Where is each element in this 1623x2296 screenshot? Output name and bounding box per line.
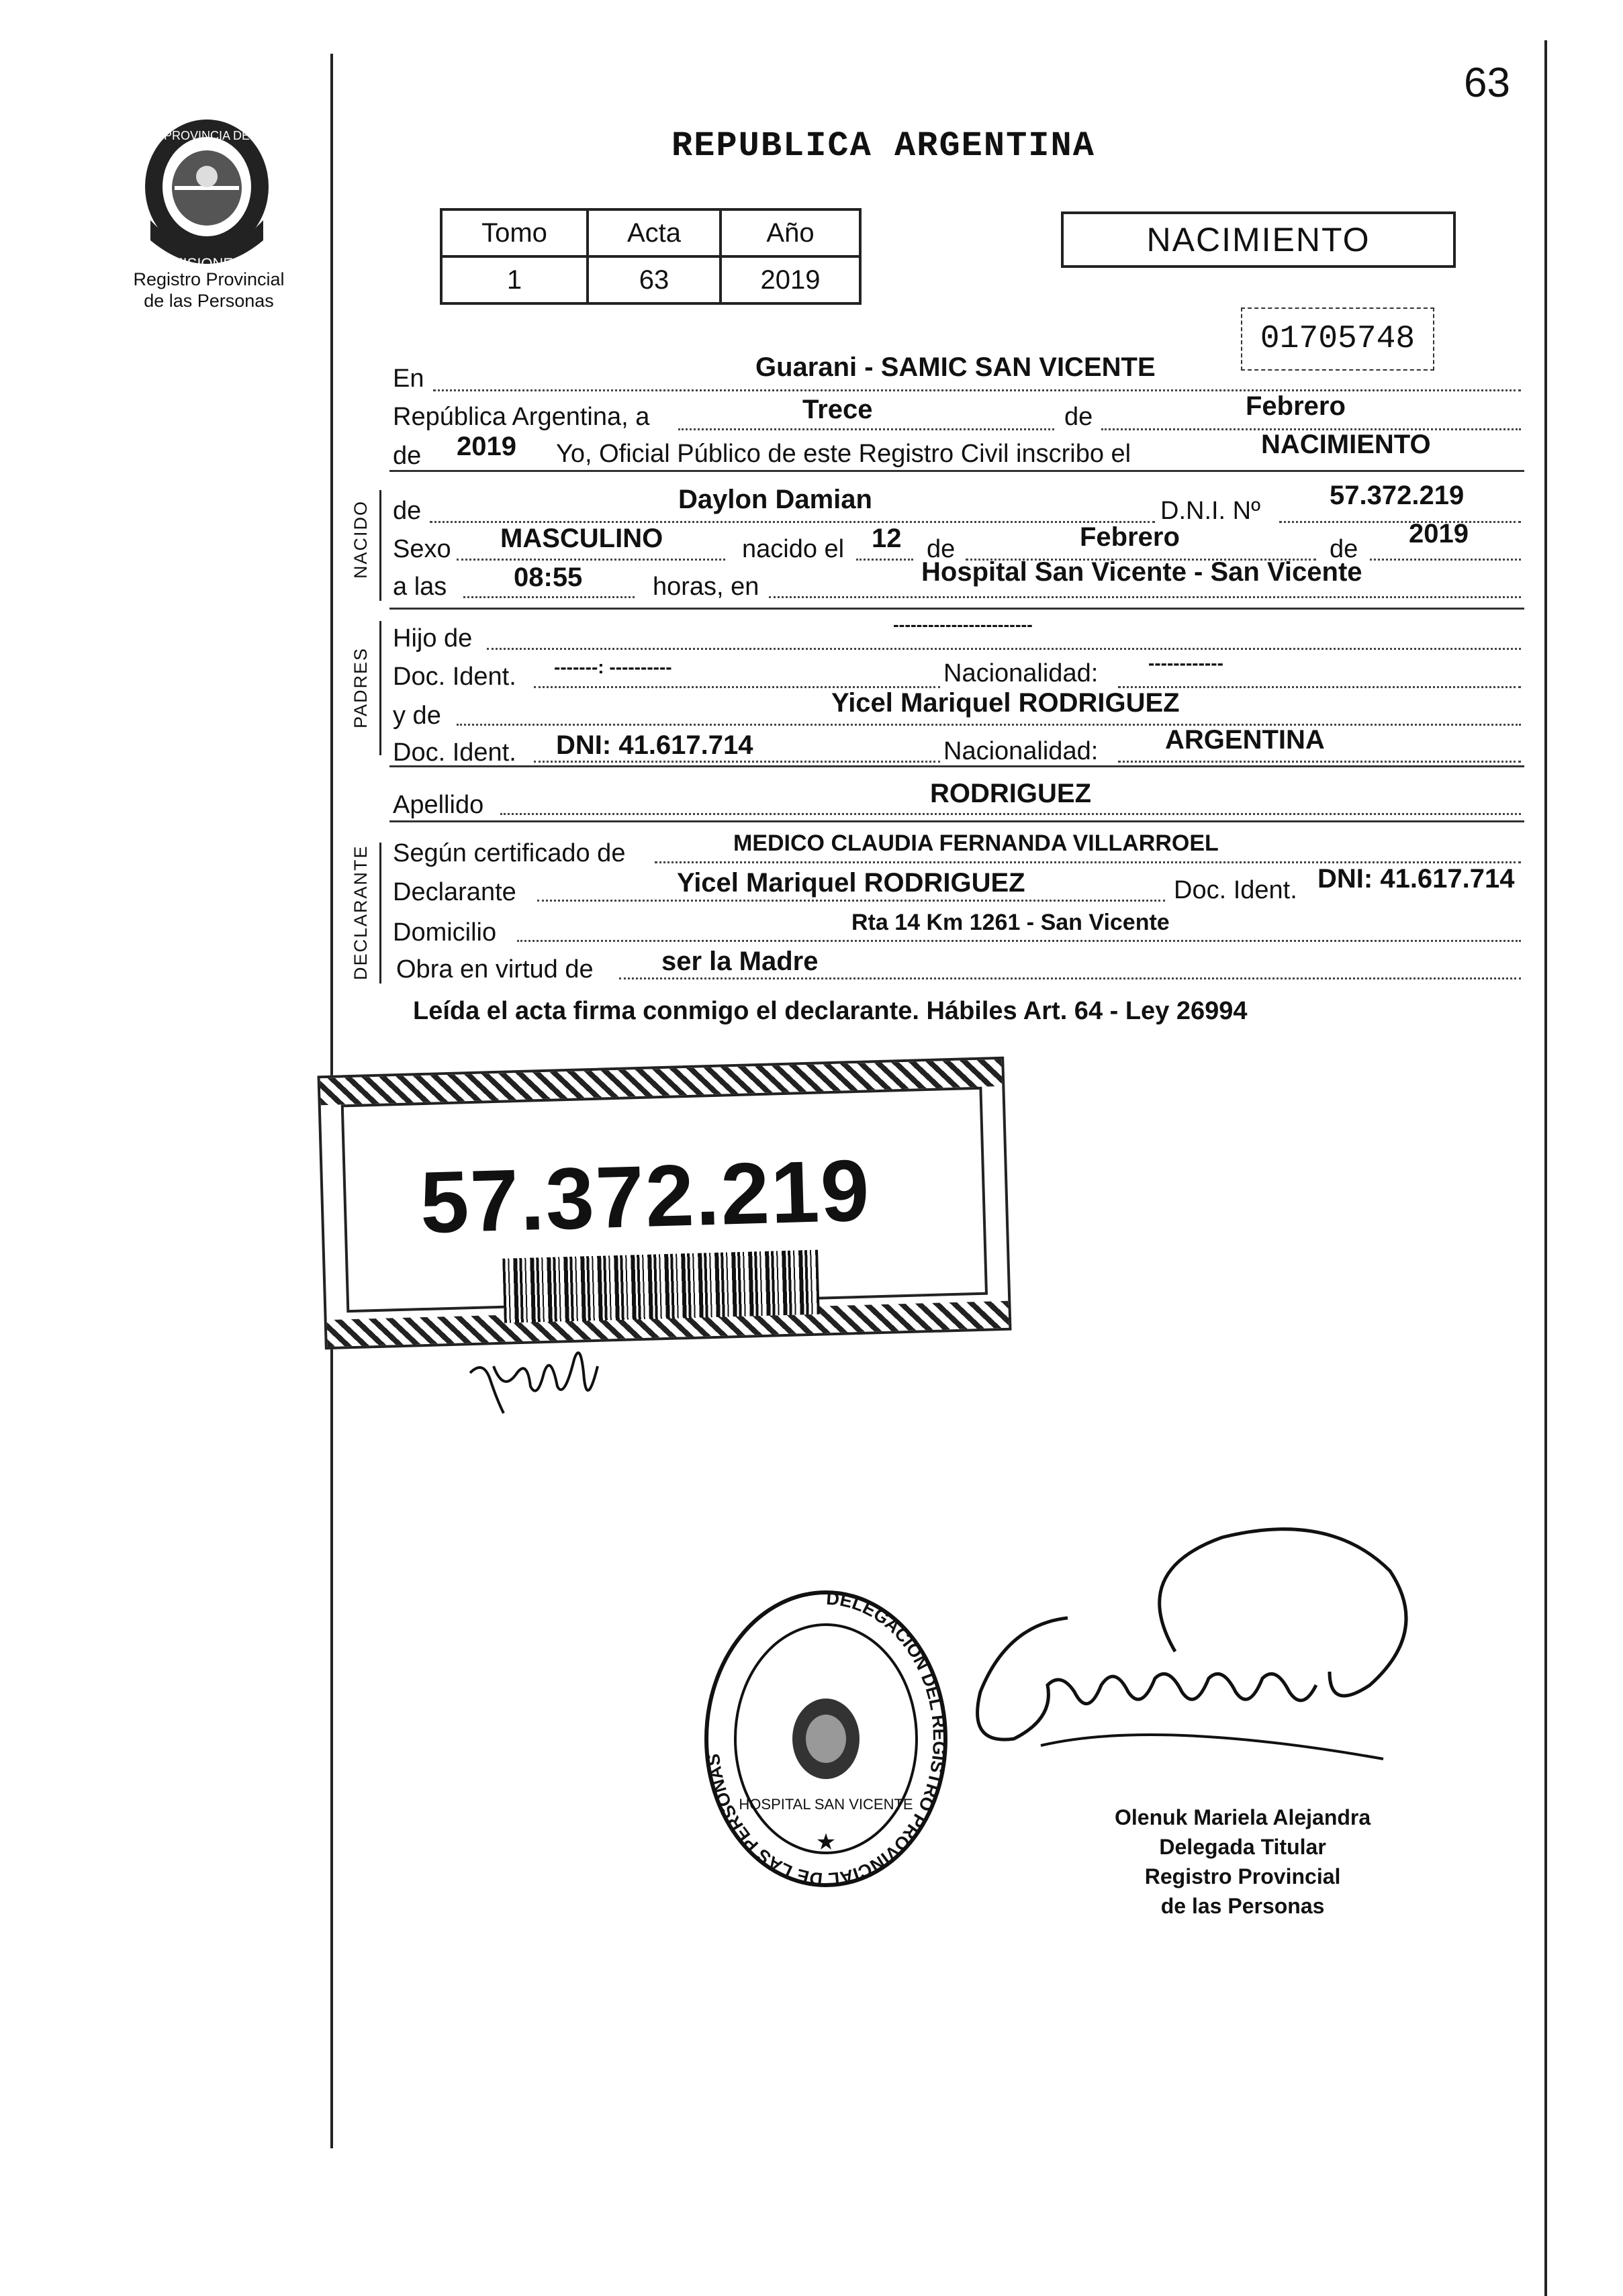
- lugar-value: Guarani - SAMIC SAN VICENTE: [755, 352, 1156, 382]
- official-name: Olenuk Mariela Alejandra: [1115, 1805, 1371, 1829]
- sexo-value: MASCULINO: [500, 524, 663, 553]
- label-apellido: Apellido: [393, 791, 484, 819]
- header-anio: Año: [721, 209, 860, 256]
- padre-nacionalidad: ------------: [1148, 653, 1223, 673]
- value-anio: 2019: [721, 256, 860, 303]
- official-signature-block: [1115, 1803, 1371, 1921]
- dotted-line: [1279, 521, 1521, 523]
- anio-nacimiento: 2019: [1409, 519, 1469, 548]
- label-obra-en-virtud: Obra en virtud de: [396, 955, 594, 984]
- mes-acta: Febrero: [1246, 391, 1346, 421]
- dotted-line: [487, 648, 1521, 650]
- dotted-line: [457, 559, 725, 561]
- dotted-line: [534, 761, 940, 763]
- stamp-inner-text: HOSPITAL SAN VICENTE: [739, 1796, 913, 1813]
- separator-line: [389, 608, 1524, 610]
- dotted-line: [517, 940, 1521, 942]
- header-acta: Acta: [588, 209, 721, 256]
- label-de: de: [1330, 535, 1358, 563]
- dotted-line: [463, 596, 635, 598]
- label-doc-ident: Doc. Ident.: [1174, 876, 1297, 904]
- separator-line: [389, 470, 1524, 472]
- padre-doc: -------: ----------: [554, 657, 672, 677]
- closing-statement: Leída el acta firma conmigo el declarante. Hábiles Art. 64 - Ley 26994: [413, 997, 1248, 1025]
- official-registry-2: de las Personas: [1160, 1894, 1325, 1918]
- label-declarante: Declarante: [393, 878, 516, 906]
- hora-nacimiento: 08:55: [514, 563, 583, 592]
- inscripcion-text: Yo, Oficial Público de este Registro Civil inscribo el: [556, 440, 1131, 468]
- domicilio-value: Rta 14 Km 1261 - San Vicente: [851, 910, 1170, 935]
- label-dni-number: 57.372.219: [418, 1141, 872, 1252]
- official-stamp: [698, 1584, 954, 1893]
- page-number: 63: [1464, 60, 1510, 106]
- label-hijo-de: Hijo de: [393, 624, 473, 653]
- stamp-outer-text: DELEGACION DEL REGISTRO PROVINCIAL DE LAS PERSONAS: [702, 1588, 950, 1890]
- declarante-doc: DNI: 41.617.714: [1317, 864, 1515, 894]
- dia-nacimiento: 12: [872, 524, 902, 553]
- obra-value: ser la Madre: [661, 947, 819, 976]
- serial-number: 01705748: [1241, 307, 1434, 371]
- anio-inscripcion: 2019: [457, 432, 516, 461]
- separator-line: [389, 765, 1524, 767]
- declarante-nombre: Yicel Mariquel RODRIGUEZ: [677, 868, 1025, 898]
- section-label-nacido: NACIDO: [351, 499, 371, 579]
- acta-table: [440, 208, 862, 305]
- registry-line1: Registro Provincial: [133, 269, 285, 289]
- label-domicilio: Domicilio: [393, 918, 497, 947]
- dotted-line: [619, 977, 1521, 979]
- label-republica: República Argentina, a: [393, 403, 650, 431]
- dotted-line: [1118, 761, 1521, 763]
- dotted-line: [457, 724, 1521, 726]
- dotted-line: [655, 861, 1521, 863]
- section-bracket-padres: [379, 621, 381, 755]
- label-y-de: y de: [393, 702, 441, 730]
- label-doc-ident: Doc. Ident.: [393, 738, 516, 767]
- label-horas-en: horas, en: [653, 573, 759, 601]
- madre-nacionalidad: ARGENTINA: [1165, 725, 1325, 755]
- label-sexo: Sexo: [393, 535, 451, 563]
- document-type-box: NACIMIENTO: [1061, 211, 1456, 268]
- dia-acta: Trece: [802, 395, 873, 424]
- logo-bottom-text: MISIONES: [171, 255, 243, 272]
- certificado-value: MEDICO CLAUDIA FERNANDA VILLARROEL: [733, 830, 1219, 856]
- value-acta: 63: [588, 256, 721, 303]
- mes-nacimiento: Febrero: [1080, 522, 1180, 552]
- value-tomo: 1: [441, 256, 588, 303]
- label-doc-ident: Doc. Ident.: [393, 663, 516, 691]
- dotted-line: [1370, 559, 1521, 561]
- header-tomo: Tomo: [441, 209, 588, 256]
- declarant-signature: [463, 1333, 611, 1427]
- dotted-line: [769, 596, 1521, 598]
- label-de: de: [1064, 403, 1093, 431]
- misiones-coat-of-arms-logo: [126, 113, 287, 287]
- dotted-line: [856, 559, 913, 561]
- barcode: [502, 1250, 819, 1323]
- logo-top-text: PROVINCIA DE: [163, 129, 250, 142]
- section-bracket-declarante: [379, 843, 381, 984]
- label-nacionalidad: Nacionalidad:: [943, 737, 1099, 765]
- dotted-line: [678, 428, 1054, 430]
- dni-barcode-label: [318, 1057, 1012, 1349]
- star-icon: ★: [815, 1829, 837, 1855]
- padre-nombre: ------------------------: [893, 614, 1033, 634]
- dotted-line: [537, 900, 1165, 902]
- apellido-value: RODRIGUEZ: [930, 779, 1091, 808]
- official-title: Delegada Titular: [1159, 1835, 1326, 1859]
- registry-line2: de las Personas: [144, 291, 274, 311]
- label-de: de: [927, 535, 956, 563]
- lugar-nacimiento: Hospital San Vicente - San Vicente: [921, 557, 1362, 587]
- label-nacido-el: nacido el: [742, 535, 845, 563]
- right-margin-line: [1544, 40, 1547, 2296]
- label-de: de: [393, 497, 422, 525]
- nombre-nacido: Daylon Damian: [678, 485, 872, 514]
- label-segun-certificado: Según certificado de: [393, 839, 626, 867]
- section-label-padres: PADRES: [351, 647, 371, 728]
- tipo-inscripcion: NACIMIENTO: [1261, 430, 1431, 459]
- label-a-las: a las: [393, 573, 447, 601]
- madre-nombre: Yicel Mariquel RODRIGUEZ: [831, 688, 1180, 718]
- label-nacionalidad: Nacionalidad:: [943, 659, 1099, 687]
- label-dni: D.N.I. Nº: [1160, 497, 1260, 525]
- dni-nacido: 57.372.219: [1330, 481, 1465, 510]
- dotted-line: [433, 389, 1521, 391]
- official-registry: Registro Provincial: [1144, 1864, 1341, 1888]
- registry-name: [114, 269, 304, 312]
- separator-line: [389, 820, 1524, 822]
- label-en: En: [393, 365, 424, 393]
- official-signature: [954, 1517, 1444, 1833]
- label-de: de: [393, 442, 422, 470]
- document-title: REPUBLICA ARGENTINA: [671, 126, 1095, 166]
- dotted-line: [500, 813, 1521, 815]
- dotted-line: [430, 521, 1155, 523]
- label-frame: [341, 1087, 988, 1313]
- section-bracket-nacido: [379, 490, 381, 601]
- section-label-declarante: DECLARANTE: [351, 845, 371, 980]
- madre-doc: DNI: 41.617.714: [556, 730, 753, 760]
